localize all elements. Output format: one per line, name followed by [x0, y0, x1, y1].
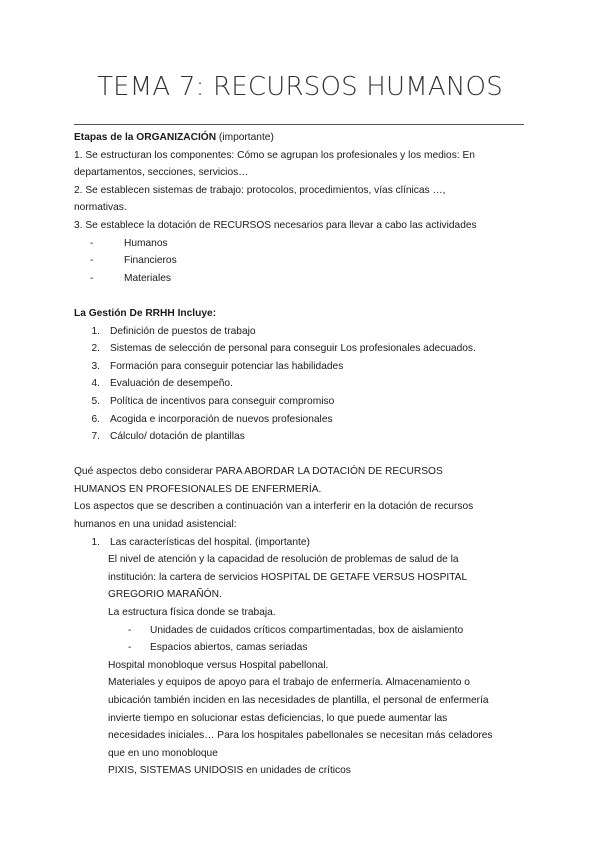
list-item-text: Formación para conseguir potenciar las habilidades [110, 360, 344, 372]
paragraph-line: La estructura física donde se trabaja. [108, 607, 276, 619]
list-item-text: Materiales [124, 272, 171, 284]
list-item-text: Unidades de cuidados críticos compartimentadas, box de aislamiento [150, 624, 464, 636]
heading-bold: La Gestión De RRHH Incluye: [74, 307, 217, 319]
list-number: 1. [91, 325, 100, 337]
paragraph-line: Los aspectos que se describen a continuación van a interferir en la dotación de recursos [74, 501, 474, 513]
list-item [74, 252, 534, 270]
document-body [74, 129, 534, 780]
list-number: 6. [91, 413, 100, 425]
list-item [74, 639, 534, 657]
list-item [74, 270, 534, 288]
paragraph-line: GREGORIO MARAÑÓN. [108, 589, 222, 601]
list-number: 3. [91, 360, 100, 372]
list-item [74, 393, 534, 411]
list-number: 1. [91, 536, 100, 548]
paragraph-line: Materiales y equipos de apoyo para el trabajo de enfermería. Almacenamiento o [108, 677, 470, 689]
paragraph-line: PIXIS, SISTEMAS UNIDOSIS en unidades de críticos [108, 765, 351, 777]
list-item [74, 235, 534, 253]
list-number: 5. [91, 395, 100, 407]
dash-marker: - [90, 237, 94, 249]
list-number: 2. [91, 343, 100, 355]
list-number: 7. [91, 431, 100, 443]
list-item-text: Definición de puestos de trabajo [110, 325, 256, 337]
paragraph-line: institución: la cartera de servicios HOSPITAL DE GETAFE VERSUS HOSPITAL [108, 571, 468, 583]
list-item-text: Evaluación de desempeño. [110, 378, 233, 390]
list-item [74, 358, 534, 376]
section-heading-organizacion [74, 129, 534, 147]
paragraph-line: humanos en una unidad asistencial: [74, 519, 237, 531]
paragraph-line: Hospital monobloque versus Hospital pabellonal. [108, 659, 329, 671]
title-divider [74, 124, 524, 125]
section-heading-gestion [74, 305, 534, 323]
paragraph-line: normativas. [74, 202, 127, 214]
paragraph-line: 2. Se establecen sistemas de trabajo: protocolos, procedimientos, vías clínicas …, [74, 184, 446, 196]
list-item [74, 375, 534, 393]
list-item [74, 411, 534, 429]
list-item-text: Las características del hospital. (importante) [110, 536, 310, 548]
paragraph-line: HUMANOS EN PROFESIONALES DE ENFERMERÍA. [74, 483, 322, 495]
dash-marker: - [90, 272, 94, 284]
list-item-text: Política de incentivos para conseguir compromiso [110, 395, 335, 407]
paragraph-line: 1. Se estructuran los componentes: Cómo se agrupan los profesionales y los medios: En [74, 149, 475, 161]
page-title: TEMA 7: RECURSOS HUMANOS [97, 72, 503, 102]
list-item-text: Financieros [124, 255, 177, 267]
paragraph-line: departamentos, secciones, servicios… [74, 167, 249, 179]
list-item [74, 622, 534, 640]
list-item-text: Acogida e incorporación de nuevos profesionales [110, 413, 333, 425]
heading-note: (importante) [216, 132, 274, 143]
list-item [74, 534, 534, 552]
paragraph-line: necesidades iniciales… Para los hospitales pabellonales se necesitan más celadores [108, 730, 493, 742]
paragraph-line: Qué aspectos debo considerar PARA ABORDAR LA DOTACIÓN DE RECURSOS [74, 466, 443, 478]
dash-marker: - [128, 642, 132, 654]
paragraph-line: 3. Se establece la dotación de RECURSOS necesarios para llevar a cabo las actividades [74, 219, 477, 231]
heading-bold: Etapas de la ORGANIZACIÓN [74, 132, 217, 143]
dash-marker: - [90, 255, 94, 267]
paragraph-line: ubicación también inciden en las necesidades de plantilla, el personal de enfermería [108, 695, 489, 706]
list-number: 4. [91, 378, 100, 390]
list-item [74, 340, 534, 358]
list-item-text: Espacios abiertos, camas seriadas [150, 642, 308, 654]
paragraph-line: que en uno monobloque [108, 747, 218, 759]
list-item-text: Humanos [124, 237, 168, 249]
list-item [74, 323, 534, 341]
list-item [74, 428, 534, 446]
dash-marker: - [128, 624, 132, 636]
list-item-text: Cálculo/ dotación de plantillas [110, 431, 245, 443]
paragraph-line: El nivel de atención y la capacidad de resolución de problemas de salud de la [108, 554, 459, 566]
list-item-text: Sistemas de selección de personal para conseguir Los profesionales adecuados. [110, 343, 476, 355]
paragraph-line: invierte tiempo en solucionar estas deficiencias, lo que puede aumentar las [108, 712, 448, 724]
